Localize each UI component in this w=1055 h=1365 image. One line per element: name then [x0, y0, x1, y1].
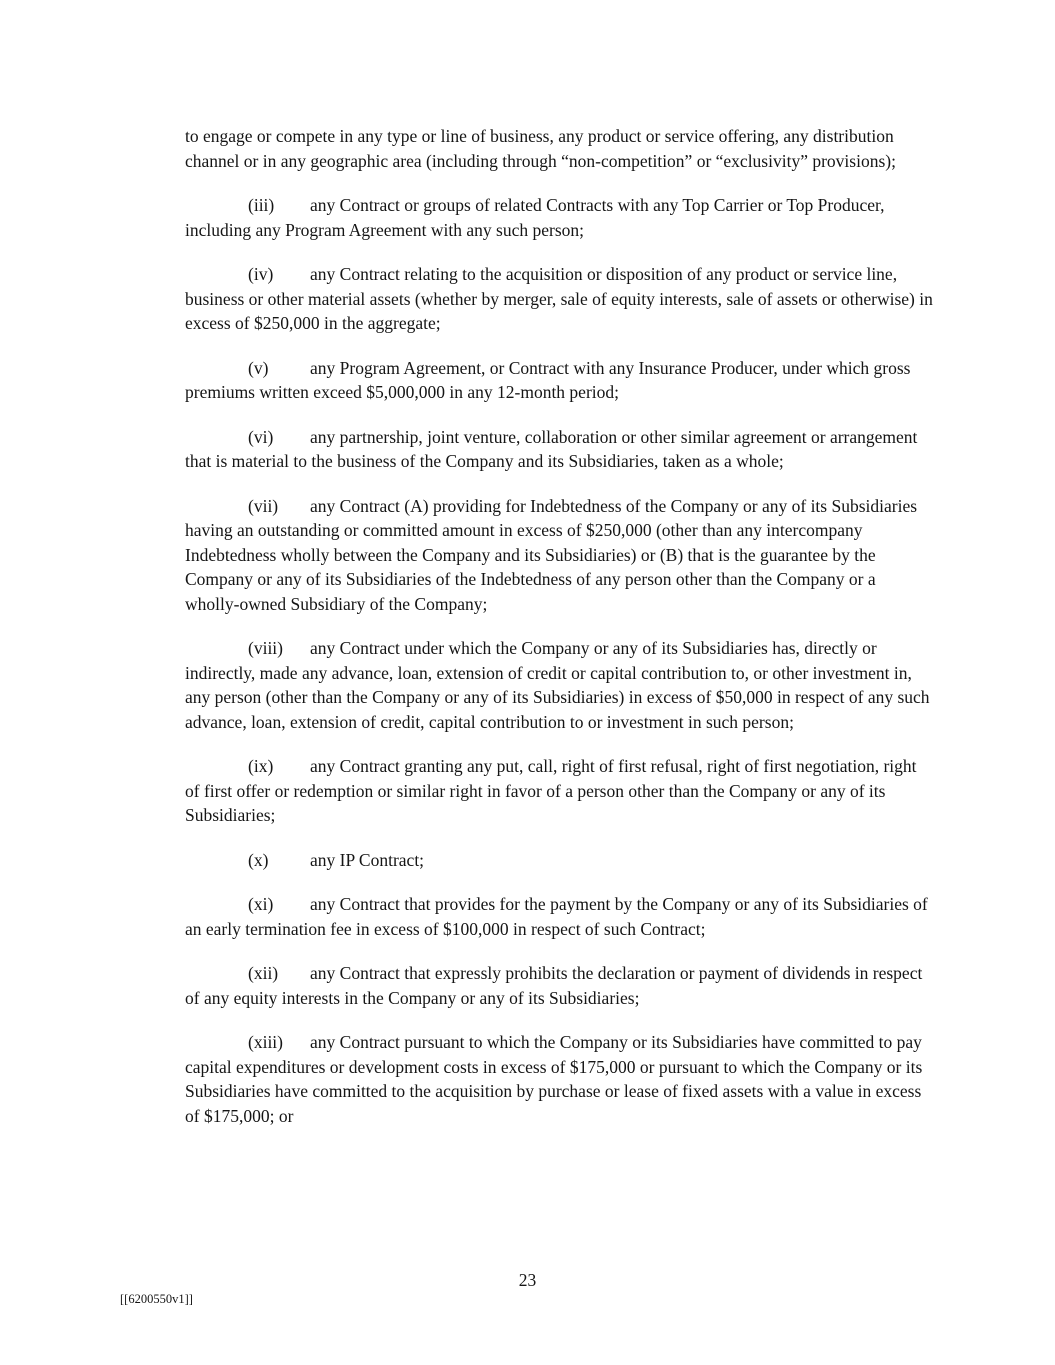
clause-text: any partnership, joint venture, collaboration or other similar agreement or arrangement that is material to the business of the Company and its Subsidiaries, taken as a whole;	[185, 426, 918, 471]
clause-iv	[185, 262, 933, 336]
clause-text: any Contract (A) providing for Indebtedness of the Company or any of its Subsidiaries having an outstanding or committed amount in excess of $250,000 (other than any intercompany Indebtedness wholly between the Company and its Subsidiaries) or (B) that is the guarantee by the Company or any of its Subsidiaries of the Indebtedness of any person other than the Company or a wholly-owned Subsidiary of the Company;	[185, 495, 918, 614]
intro-paragraph: to engage or compete in any type or line of business, any product or service offering, any distribution channel or in any geographic area (including through “non-competition” or “exclusivity” provisions);	[185, 126, 896, 171]
clause-vii	[185, 494, 933, 617]
clause-number: (iv)	[248, 264, 274, 284]
clause-text: any Contract under which the Company or any of its Subsidiaries has, directly or indirectly, made any advance, loan, extension of credit or capital contribution to, or other investment in, any person (other than the Company or any of its Subsidiaries) in excess of $50,000 in respect of any such advance, loan, extension of credit, capital contribution to or investment in such person;	[185, 638, 930, 732]
clause-number: (vi)	[248, 426, 274, 447]
clause-number: (iii)	[248, 195, 275, 215]
document-body	[185, 124, 933, 1148]
clause-number: (ix)	[248, 756, 274, 776]
clause-xi	[185, 892, 933, 941]
clause-text: any Contract or groups of related Contracts with any Top Carrier or Top Producer, including any Program Agreement with any such person;	[185, 195, 885, 240]
clause-text: any IP Contract;	[310, 849, 425, 870]
clause-number: (v)	[248, 357, 269, 378]
clause-text: any Contract that provides for the payment by the Company or any of its Subsidiaries of an early termination fee in excess of $100,000 in respect of such Contract;	[185, 894, 928, 939]
page-number: 23	[518, 1270, 537, 1290]
clause-v	[185, 356, 933, 405]
document-id-footer: [[6200550v1]]	[120, 1292, 193, 1306]
clause-number: (xii)	[248, 963, 279, 983]
clause-x	[185, 848, 933, 873]
clause-number: (vii)	[248, 495, 279, 516]
clause-text: any Contract granting any put, call, right of first refusal, right of first negotiation, right of first offer or redemption or similar right in favor of a person other than the Company or any of its Subsidiaries;	[185, 756, 917, 825]
clause-ix	[185, 754, 933, 828]
clause-text: any Contract pursuant to which the Company or its Subsidiaries have committed to pay capital expenditures or development costs in excess of $175,000 or pursuant to which the Company or its Subsidiaries have committed to the acquisition by purchase or lease of fixed assets with a value in excess of $175,000; or	[185, 1032, 923, 1126]
clause-xii	[185, 961, 933, 1010]
clause-text: any Contract that expressly prohibits the declaration or payment of dividends in respect of any equity interests in the Company or any of its Subsidiaries;	[185, 963, 923, 1008]
clause-iii	[185, 193, 933, 242]
clause-viii	[185, 636, 933, 734]
clause-number: (x)	[248, 849, 269, 870]
clause-number: (viii)	[248, 638, 283, 658]
clause-xiii	[185, 1030, 933, 1128]
clause-number: (xi)	[248, 894, 274, 914]
clause-text: any Program Agreement, or Contract with any Insurance Producer, under which gross premiums written exceed $5,000,000 in any 12-month period;	[185, 357, 911, 402]
clause-vi	[185, 425, 933, 474]
clause-number: (xiii)	[248, 1032, 283, 1052]
clause-text: any Contract relating to the acquisition or disposition of any product or service line, business or other material assets (whether by merger, sale of equity interests, sale of assets or otherwise) in excess of $250,000 in the aggregate;	[185, 264, 933, 333]
